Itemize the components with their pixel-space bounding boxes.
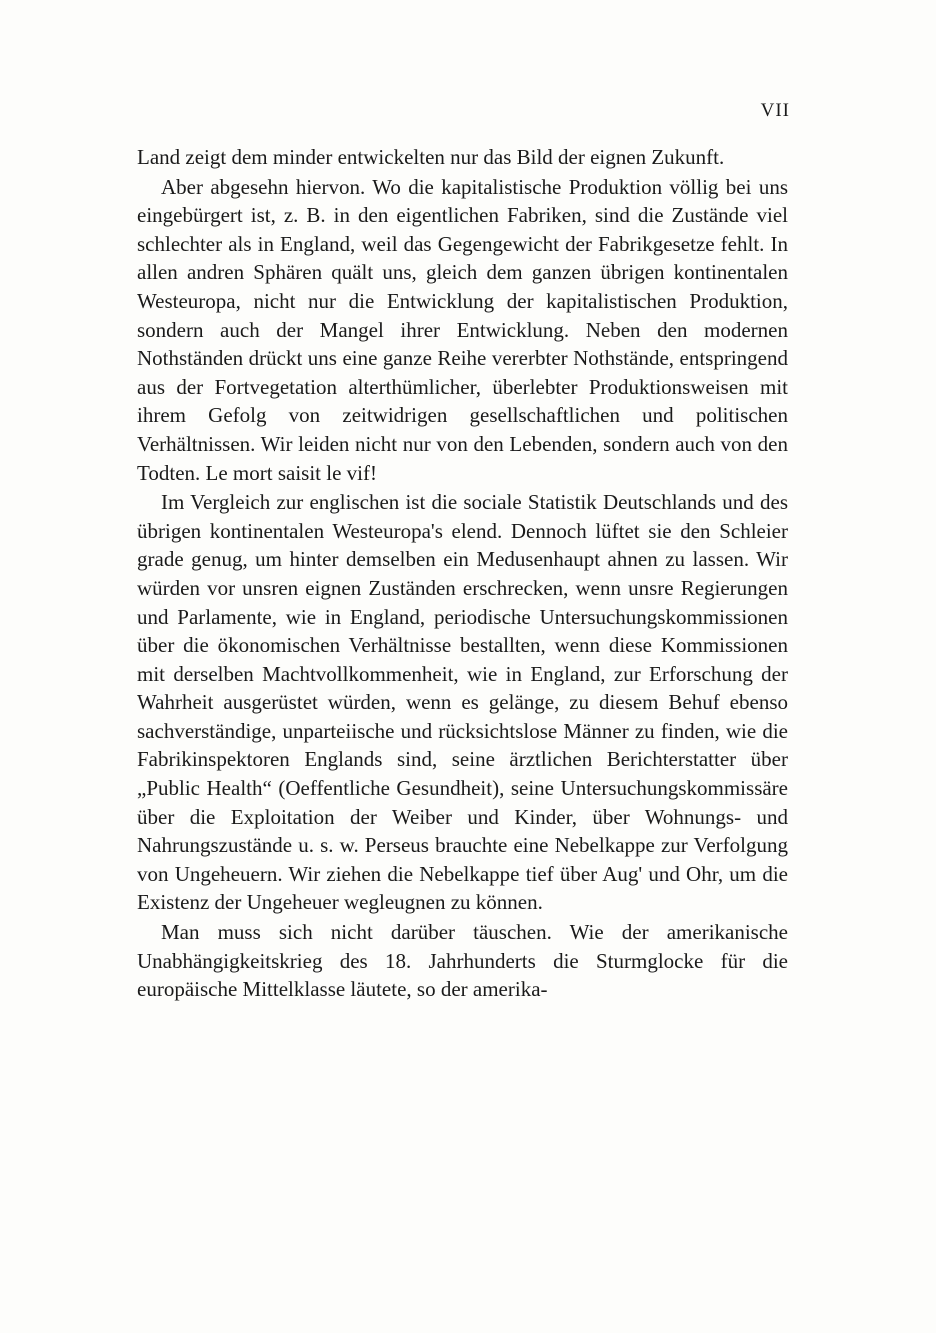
- paragraph-american-war: Man muss sich nicht darüber täuschen. Wie der amerikanische Unabhängigkeitskrieg des 18. Jahrhunderts die Sturmglocke für die europäische Mittelklasse läutete, so der amerika-: [137, 920, 788, 1002]
- paragraph-social-statistics: Im Vergleich zur englischen ist die sociale Statistik Deutschlands und des übrigen kontinentalen Westeuropa's elend. Dennoch lüftet sie den Schleier grade genug, um hinter demselben ein Medusenhaupt ahnen zu lassen. Wir würden vor unsren eignen Zuständen erschrecken, wenn unsre Regierungen und Parlamente, wie in England, periodische Untersuchungskommissionen über die ökonomischen Verhältnisse bestallten, wenn diese Kommissionen mit derselben Machtvollkommenheit, wie in England, zur Erforschung der Wahrheit ausgerüstet würden, wenn es gelänge, zu diesem Behuf ebenso sachverständige, unparteiische und rücksichtslose Männer zu finden, wie die Fabrikinspektoren Englands sind, seine ärztlichen Berichterstatter über „Public Health“ (Oeffentliche Gesundheit), seine Untersuchungskommissäre über die Exploitation der Weiber und Kinder, über Wohnungs- und Nahrungszustände u. s. w. Perseus brauchte eine Nebelkappe zur Verfolgung von Ungeheuern. Wir ziehen die Nebelkappe tief über Aug' und Ohr, um die Existenz der Ungeheuer wegleugnen zu können.: [137, 490, 788, 915]
- paragraph-capitalist-production: Aber abgesehn hiervon. Wo die kapitalistische Produktion völlig bei uns eingebürgert ist, z. B. in den eigentlichen Fabriken, sind die Zustände viel schlechter als in England, weil das Gegengewicht der Fabrikgesetze fehlt. In allen andren Sphären quält uns, gleich dem ganzen übrigen kontinentalen Westeuropa, nicht nur die Entwicklung der kapitalistischen Produktion, sondern auch der Mangel ihrer Entwicklung. Neben den modernen Nothständen drückt uns eine ganze Reihe vererbter Nothstände, entspringend aus der Fortvegetation alterthümlicher, überlebter Produktionsweisen mit ihrem Gefolg von zeitwidrigen gesellschaftlichen und politischen Verhältnissen. Wir leiden nicht nur von den Lebenden, sondern auch von den Todten. Le mort saisit le vif!: [137, 174, 788, 485]
- page-number: VII: [760, 100, 790, 121]
- body-text: [137, 143, 788, 1004]
- paragraph-continuation: Land zeigt dem minder entwickelten nur das Bild der eignen Zukunft.: [137, 145, 725, 169]
